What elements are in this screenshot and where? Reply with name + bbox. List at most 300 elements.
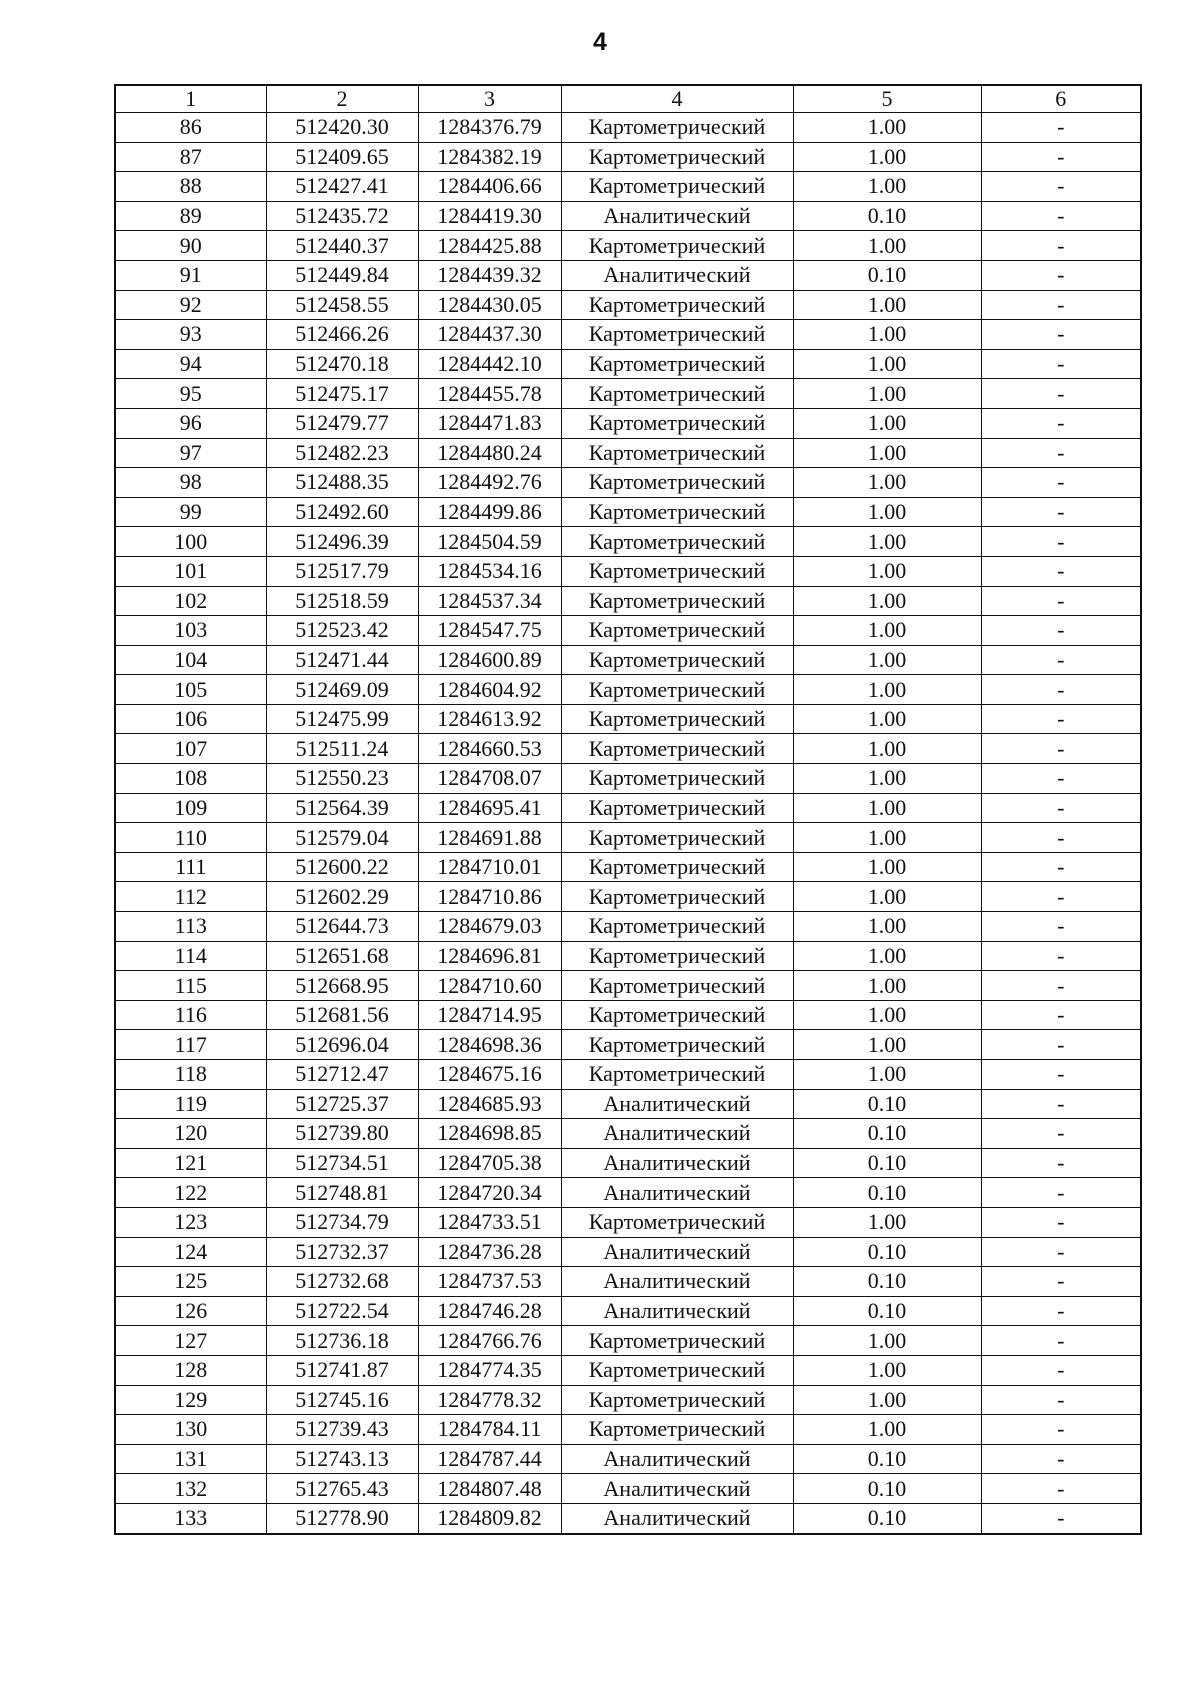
x-coordinate-cell: 512644.73 [266,912,418,942]
x-coordinate-cell: 512449.84 [266,260,418,290]
x-coordinate-cell: 512479.77 [266,408,418,438]
accuracy-cell: 1.00 [793,1207,981,1237]
point-number-cell: 87 [115,142,266,172]
method-cell: Аналитический [561,1119,793,1149]
accuracy-cell: 0.10 [793,1296,981,1326]
x-coordinate-cell: 512722.54 [266,1296,418,1326]
table-row [115,1267,1141,1297]
method-cell: Картометрический [561,556,793,586]
point-number-cell: 126 [115,1296,266,1326]
y-coordinate-cell: 1284807.48 [418,1474,561,1504]
accuracy-cell: 1.00 [793,941,981,971]
point-number-cell: 93 [115,320,266,350]
accuracy-cell: 1.00 [793,113,981,143]
method-cell: Картометрический [561,1207,793,1237]
point-number-cell: 128 [115,1355,266,1385]
x-coordinate-cell: 512712.47 [266,1060,418,1090]
y-coordinate-cell: 1284439.32 [418,260,561,290]
y-coordinate-cell: 1284784.11 [418,1415,561,1445]
y-coordinate-cell: 1284685.93 [418,1089,561,1119]
x-coordinate-cell: 512458.55 [266,290,418,320]
x-coordinate-cell: 512492.60 [266,497,418,527]
method-cell: Картометрический [561,941,793,971]
accuracy-cell: 1.00 [793,852,981,882]
accuracy-cell: 1.00 [793,468,981,498]
point-number-cell: 118 [115,1060,266,1090]
table-row [115,1326,1141,1356]
method-cell: Картометрический [561,1000,793,1030]
method-cell: Картометрический [561,1060,793,1090]
y-coordinate-cell: 1284714.95 [418,1000,561,1030]
note-cell: - [981,645,1141,675]
y-coordinate-cell: 1284733.51 [418,1207,561,1237]
accuracy-cell: 1.00 [793,734,981,764]
y-coordinate-cell: 1284537.34 [418,586,561,616]
accuracy-cell: 1.00 [793,290,981,320]
note-cell: - [981,201,1141,231]
method-cell: Картометрический [561,290,793,320]
y-coordinate-cell: 1284442.10 [418,349,561,379]
x-coordinate-cell: 512409.65 [266,142,418,172]
y-coordinate-cell: 1284547.75 [418,616,561,646]
accuracy-cell: 1.00 [793,556,981,586]
method-cell: Аналитический [561,1503,793,1533]
y-coordinate-cell: 1284698.36 [418,1030,561,1060]
point-number-cell: 101 [115,556,266,586]
method-cell: Аналитический [561,1089,793,1119]
point-number-cell: 124 [115,1237,266,1267]
table-row [115,616,1141,646]
table-row [115,468,1141,498]
method-cell: Аналитический [561,1444,793,1474]
y-coordinate-cell: 1284425.88 [418,231,561,261]
table-row [115,1089,1141,1119]
note-cell: - [981,1385,1141,1415]
page-number: 4 [593,28,607,56]
table-row [115,1237,1141,1267]
accuracy-cell: 0.10 [793,1444,981,1474]
y-coordinate-cell: 1284430.05 [418,290,561,320]
y-coordinate-cell: 1284406.66 [418,172,561,202]
point-number-cell: 107 [115,734,266,764]
accuracy-cell: 1.00 [793,349,981,379]
note-cell: - [981,556,1141,586]
accuracy-cell: 0.10 [793,260,981,290]
y-coordinate-cell: 1284737.53 [418,1267,561,1297]
accuracy-cell: 1.00 [793,408,981,438]
point-number-cell: 116 [115,1000,266,1030]
table-row [115,527,1141,557]
x-coordinate-cell: 512602.29 [266,882,418,912]
method-cell: Картометрический [561,438,793,468]
x-coordinate-cell: 512475.99 [266,704,418,734]
point-number-cell: 123 [115,1207,266,1237]
y-coordinate-cell: 1284746.28 [418,1296,561,1326]
table-row [115,172,1141,202]
method-cell: Картометрический [561,616,793,646]
point-number-cell: 86 [115,113,266,143]
y-coordinate-cell: 1284504.59 [418,527,561,557]
note-cell: - [981,1474,1141,1504]
point-number-cell: 132 [115,1474,266,1504]
point-number-cell: 105 [115,675,266,705]
y-coordinate-cell: 1284382.19 [418,142,561,172]
note-cell: - [981,497,1141,527]
x-coordinate-cell: 512511.24 [266,734,418,764]
point-number-cell: 98 [115,468,266,498]
method-cell: Аналитический [561,1178,793,1208]
x-coordinate-cell: 512482.23 [266,438,418,468]
accuracy-cell: 1.00 [793,497,981,527]
table-row [115,320,1141,350]
point-number-cell: 97 [115,438,266,468]
table-row [115,1355,1141,1385]
table-row [115,734,1141,764]
accuracy-cell: 0.10 [793,201,981,231]
table-row [115,1148,1141,1178]
method-cell: Картометрический [561,793,793,823]
note-cell: - [981,1326,1141,1356]
x-coordinate-cell: 512765.43 [266,1474,418,1504]
y-coordinate-cell: 1284499.86 [418,497,561,527]
accuracy-cell: 1.00 [793,645,981,675]
x-coordinate-cell: 512420.30 [266,113,418,143]
x-coordinate-cell: 512550.23 [266,764,418,794]
note-cell: - [981,971,1141,1001]
table-row [115,142,1141,172]
point-number-cell: 133 [115,1503,266,1533]
accuracy-cell: 1.00 [793,320,981,350]
point-number-cell: 119 [115,1089,266,1119]
note-cell: - [981,1503,1141,1533]
note-cell: - [981,823,1141,853]
point-number-cell: 103 [115,616,266,646]
accuracy-cell: 1.00 [793,438,981,468]
point-number-cell: 90 [115,231,266,261]
accuracy-cell: 1.00 [793,1355,981,1385]
accuracy-cell: 0.10 [793,1503,981,1533]
y-coordinate-cell: 1284809.82 [418,1503,561,1533]
note-cell: - [981,1415,1141,1445]
point-number-cell: 125 [115,1267,266,1297]
point-number-cell: 91 [115,260,266,290]
point-number-cell: 113 [115,912,266,942]
column-header-2: 2 [266,85,418,113]
x-coordinate-cell: 512518.59 [266,586,418,616]
x-coordinate-cell: 512739.43 [266,1415,418,1445]
method-cell: Аналитический [561,1296,793,1326]
x-coordinate-cell: 512469.09 [266,675,418,705]
method-cell: Аналитический [561,1267,793,1297]
method-cell: Картометрический [561,1355,793,1385]
point-number-cell: 94 [115,349,266,379]
y-coordinate-cell: 1284534.16 [418,556,561,586]
column-header-5: 5 [793,85,981,113]
y-coordinate-cell: 1284480.24 [418,438,561,468]
note-cell: - [981,260,1141,290]
table-row [115,231,1141,261]
accuracy-cell: 1.00 [793,764,981,794]
note-cell: - [981,349,1141,379]
method-cell: Картометрический [561,497,793,527]
table-row [115,497,1141,527]
x-coordinate-cell: 512741.87 [266,1355,418,1385]
x-coordinate-cell: 512600.22 [266,852,418,882]
point-number-cell: 100 [115,527,266,557]
method-cell: Картометрический [561,468,793,498]
y-coordinate-cell: 1284492.76 [418,468,561,498]
note-cell: - [981,172,1141,202]
accuracy-cell: 1.00 [793,823,981,853]
table-row [115,823,1141,853]
accuracy-cell: 1.00 [793,1000,981,1030]
y-coordinate-cell: 1284778.32 [418,1385,561,1415]
y-coordinate-cell: 1284710.01 [418,852,561,882]
x-coordinate-cell: 512427.41 [266,172,418,202]
method-cell: Картометрический [561,1415,793,1445]
note-cell: - [981,1355,1141,1385]
note-cell: - [981,852,1141,882]
point-number-cell: 130 [115,1415,266,1445]
point-number-cell: 109 [115,793,266,823]
y-coordinate-cell: 1284691.88 [418,823,561,853]
method-cell: Картометрический [561,1326,793,1356]
table-row [115,1207,1141,1237]
accuracy-cell: 1.00 [793,971,981,1001]
y-coordinate-cell: 1284774.35 [418,1355,561,1385]
accuracy-cell: 1.00 [793,912,981,942]
x-coordinate-cell: 512725.37 [266,1089,418,1119]
note-cell: - [981,379,1141,409]
table-row [115,201,1141,231]
note-cell: - [981,408,1141,438]
accuracy-cell: 1.00 [793,172,981,202]
method-cell: Картометрический [561,408,793,438]
table-row [115,408,1141,438]
table-row [115,1296,1141,1326]
table-row [115,645,1141,675]
point-number-cell: 95 [115,379,266,409]
note-cell: - [981,1296,1141,1326]
table-row [115,764,1141,794]
point-number-cell: 114 [115,941,266,971]
table-row [115,912,1141,942]
x-coordinate-cell: 512668.95 [266,971,418,1001]
coordinates-table [114,84,1142,1535]
note-cell: - [981,290,1141,320]
x-coordinate-cell: 512475.17 [266,379,418,409]
point-number-cell: 120 [115,1119,266,1149]
accuracy-cell: 1.00 [793,616,981,646]
x-coordinate-cell: 512732.68 [266,1267,418,1297]
table-row [115,704,1141,734]
point-number-cell: 110 [115,823,266,853]
table-row [115,260,1141,290]
point-number-cell: 108 [115,764,266,794]
table-row [115,1178,1141,1208]
accuracy-cell: 1.00 [793,704,981,734]
y-coordinate-cell: 1284736.28 [418,1237,561,1267]
x-coordinate-cell: 512681.56 [266,1000,418,1030]
x-coordinate-cell: 512778.90 [266,1503,418,1533]
method-cell: Картометрический [561,349,793,379]
method-cell: Картометрический [561,1030,793,1060]
x-coordinate-cell: 512435.72 [266,201,418,231]
accuracy-cell: 0.10 [793,1237,981,1267]
note-cell: - [981,882,1141,912]
y-coordinate-cell: 1284705.38 [418,1148,561,1178]
note-cell: - [981,912,1141,942]
accuracy-cell: 1.00 [793,142,981,172]
note-cell: - [981,320,1141,350]
note-cell: - [981,468,1141,498]
table-row [115,793,1141,823]
x-coordinate-cell: 512471.44 [266,645,418,675]
point-number-cell: 96 [115,408,266,438]
accuracy-cell: 0.10 [793,1178,981,1208]
point-number-cell: 117 [115,1030,266,1060]
note-cell: - [981,675,1141,705]
note-cell: - [981,1267,1141,1297]
accuracy-cell: 1.00 [793,1030,981,1060]
point-number-cell: 129 [115,1385,266,1415]
accuracy-cell: 0.10 [793,1474,981,1504]
method-cell: Аналитический [561,1474,793,1504]
x-coordinate-cell: 512651.68 [266,941,418,971]
point-number-cell: 106 [115,704,266,734]
note-cell: - [981,1207,1141,1237]
note-cell: - [981,1237,1141,1267]
table-row [115,1000,1141,1030]
method-cell: Картометрический [561,113,793,143]
method-cell: Аналитический [561,1237,793,1267]
y-coordinate-cell: 1284419.30 [418,201,561,231]
note-cell: - [981,1060,1141,1090]
method-cell: Картометрический [561,231,793,261]
table-row [115,882,1141,912]
table-body [115,85,1141,1534]
y-coordinate-cell: 1284695.41 [418,793,561,823]
point-number-cell: 89 [115,201,266,231]
point-number-cell: 92 [115,290,266,320]
accuracy-cell: 1.00 [793,586,981,616]
point-number-cell: 115 [115,971,266,1001]
x-coordinate-cell: 512440.37 [266,231,418,261]
method-cell: Картометрический [561,764,793,794]
y-coordinate-cell: 1284455.78 [418,379,561,409]
x-coordinate-cell: 512488.35 [266,468,418,498]
table-row [115,941,1141,971]
note-cell: - [981,527,1141,557]
point-number-cell: 88 [115,172,266,202]
y-coordinate-cell: 1284604.92 [418,675,561,705]
column-header-4: 4 [561,85,793,113]
note-cell: - [981,1000,1141,1030]
method-cell: Картометрический [561,734,793,764]
note-cell: - [981,1089,1141,1119]
note-cell: - [981,1178,1141,1208]
note-cell: - [981,793,1141,823]
note-cell: - [981,1444,1141,1474]
y-coordinate-cell: 1284696.81 [418,941,561,971]
accuracy-cell: 1.00 [793,882,981,912]
point-number-cell: 131 [115,1444,266,1474]
method-cell: Картометрический [561,1385,793,1415]
y-coordinate-cell: 1284710.60 [418,971,561,1001]
method-cell: Картометрический [561,379,793,409]
table-row [115,379,1141,409]
method-cell: Картометрический [561,823,793,853]
x-coordinate-cell: 512696.04 [266,1030,418,1060]
y-coordinate-cell: 1284787.44 [418,1444,561,1474]
table-row [115,675,1141,705]
accuracy-cell: 1.00 [793,675,981,705]
y-coordinate-cell: 1284708.07 [418,764,561,794]
accuracy-cell: 0.10 [793,1148,981,1178]
method-cell: Картометрический [561,586,793,616]
table-row [115,290,1141,320]
x-coordinate-cell: 512748.81 [266,1178,418,1208]
x-coordinate-cell: 512579.04 [266,823,418,853]
y-coordinate-cell: 1284600.89 [418,645,561,675]
table-row [115,1060,1141,1090]
point-number-cell: 127 [115,1326,266,1356]
method-cell: Картометрический [561,320,793,350]
note-cell: - [981,616,1141,646]
table-row [115,1415,1141,1445]
note-cell: - [981,113,1141,143]
method-cell: Картометрический [561,971,793,1001]
accuracy-cell: 1.00 [793,231,981,261]
table-row [115,556,1141,586]
table-row [115,586,1141,616]
method-cell: Картометрический [561,172,793,202]
table-row [115,1503,1141,1533]
x-coordinate-cell: 512470.18 [266,349,418,379]
column-header-1: 1 [115,85,266,113]
method-cell: Аналитический [561,1148,793,1178]
note-cell: - [981,1119,1141,1149]
accuracy-cell: 1.00 [793,1385,981,1415]
x-coordinate-cell: 512736.18 [266,1326,418,1356]
table-row [115,1474,1141,1504]
x-coordinate-cell: 512743.13 [266,1444,418,1474]
x-coordinate-cell: 512734.51 [266,1148,418,1178]
method-cell: Картометрический [561,142,793,172]
accuracy-cell: 1.00 [793,793,981,823]
note-cell: - [981,231,1141,261]
y-coordinate-cell: 1284376.79 [418,113,561,143]
header-row [115,85,1141,113]
note-cell: - [981,438,1141,468]
point-number-cell: 111 [115,852,266,882]
x-coordinate-cell: 512523.42 [266,616,418,646]
note-cell: - [981,142,1141,172]
x-coordinate-cell: 512466.26 [266,320,418,350]
table-row [115,1385,1141,1415]
y-coordinate-cell: 1284679.03 [418,912,561,942]
accuracy-cell: 0.10 [793,1267,981,1297]
table-row [115,1119,1141,1149]
note-cell: - [981,764,1141,794]
column-header-3: 3 [418,85,561,113]
column-header-6: 6 [981,85,1141,113]
table-row [115,349,1141,379]
x-coordinate-cell: 512496.39 [266,527,418,557]
method-cell: Картометрический [561,527,793,557]
table-row [115,1444,1141,1474]
accuracy-cell: 1.00 [793,1415,981,1445]
